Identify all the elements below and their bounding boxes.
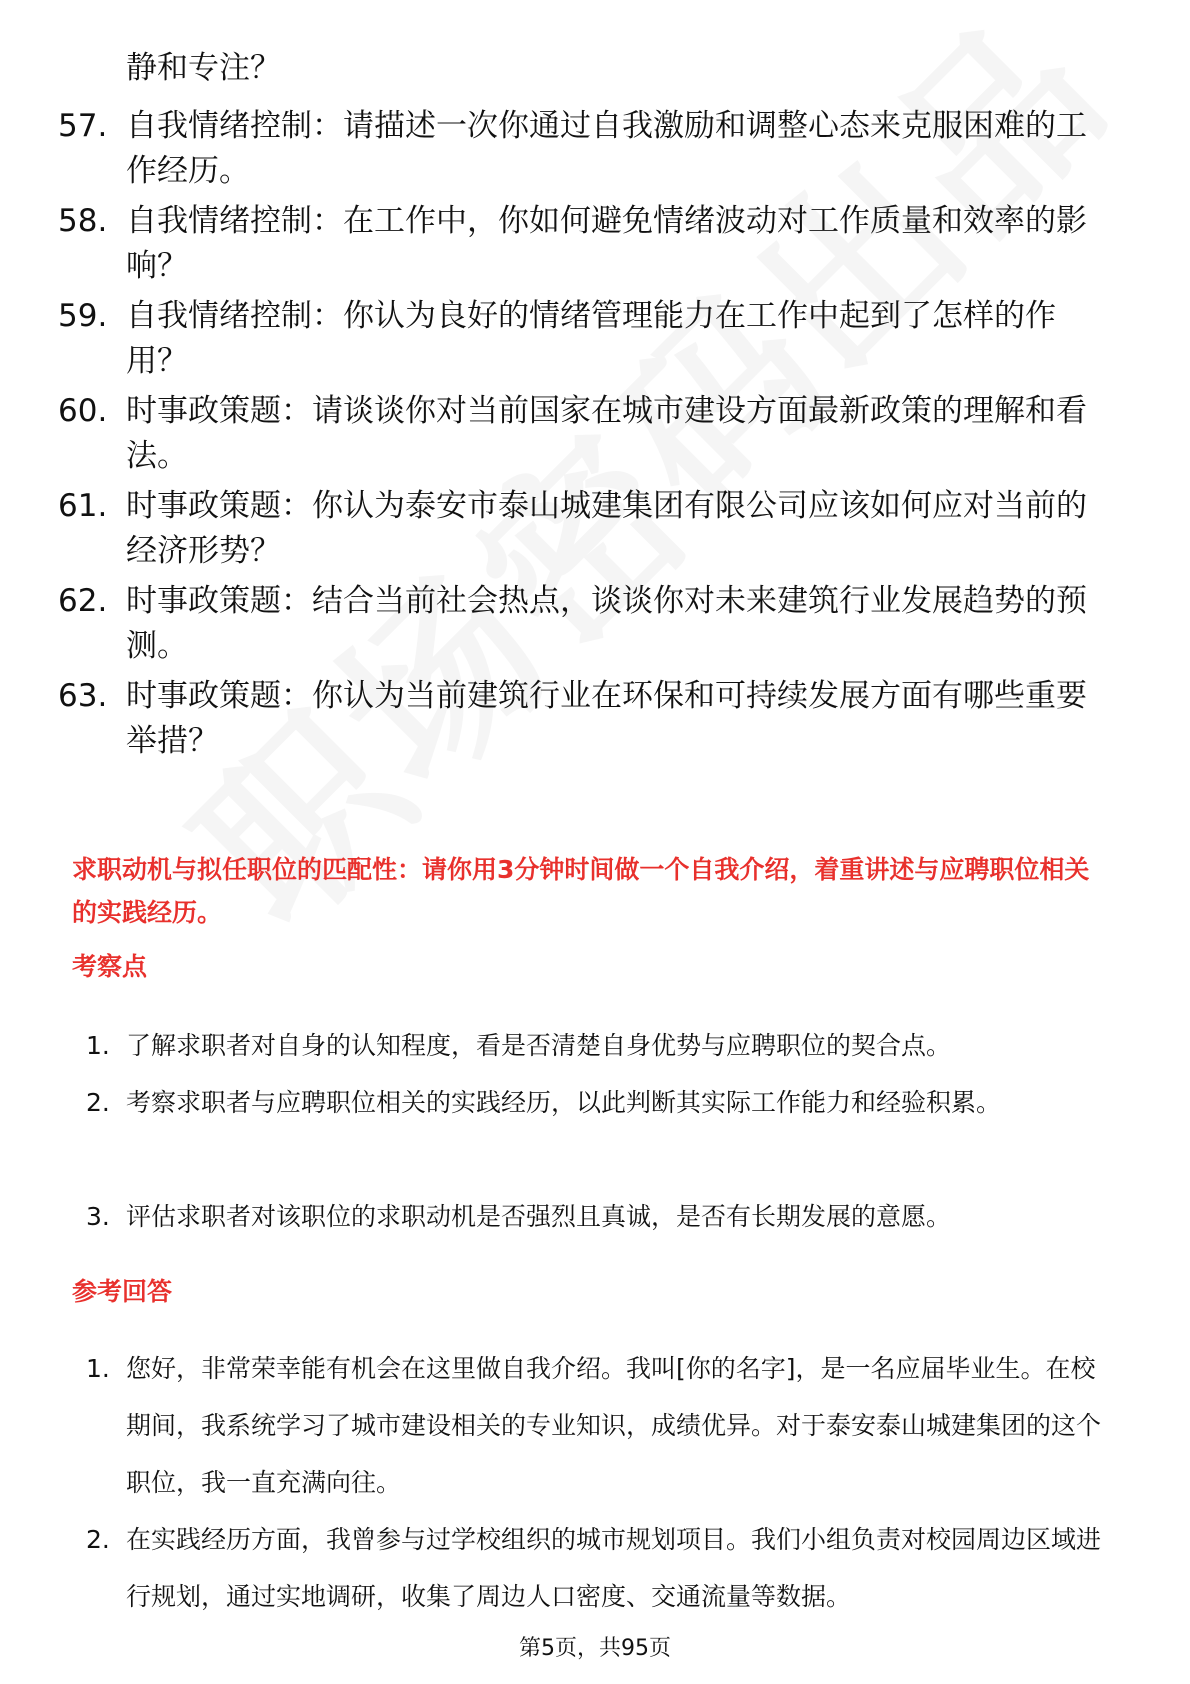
question-number: 57. [58,108,108,144]
question-text: 自我情绪控制：在工作中，你如何避免情绪波动对工作质量和效率的影响？ [126,203,1087,284]
item-number: 2. [86,1525,110,1554]
page-footer: 第5页，共95页 [519,1636,671,1661]
question-number: 58. [58,203,108,239]
question-number: 59. [58,298,108,334]
item-text: 了解求职者对自身的认知程度，看是否清楚自身优势与应聘职位的契合点。 [126,1031,952,1060]
item-text: 在实践经历方面，我曾参与过学校组织的城市规划项目。我们小组负责对校园周边区域进行规划，通过实地调研，收集了周边人口密度、交通流量等数据。 [126,1525,1102,1611]
section-title-kaochadian: 考察点 [72,952,148,981]
item-text: 评估求职者对该职位的求职动机是否强烈且真诚，是否有长期发展的意愿。 [126,1202,952,1231]
item-number: 1. [86,1354,110,1383]
question-text: 时事政策题：你认为当前建筑行业在环保和可持续发展方面有哪些重要举措？ [126,678,1087,759]
question-number: 61. [58,488,108,524]
item-text: 考察求职者与应聘职位相关的实践经历，以此判断其实际工作能力和经验积累。 [126,1088,1002,1117]
question-number: 62. [58,583,108,619]
question-text: 自我情绪控制：你认为良好的情绪管理能力在工作中起到了怎样的作用？ [126,298,1056,379]
question-text: 自我情绪控制：请描述一次你通过自我激励和调整心态来克服困难的工作经历。 [126,108,1087,189]
red-question-heading: 求职动机与拟任职位的匹配性：请你用3分钟时间做一个自我介绍，着重讲述与应聘职位相关的实践经历。 [72,855,1090,927]
item-number: 1. [86,1031,110,1060]
question-number: 60. [58,393,108,429]
question-text: 时事政策题：结合当前社会热点，谈谈你对未来建筑行业发展趋势的预测。 [126,583,1087,664]
item-number: 2. [86,1088,110,1117]
item-text: 您好，非常荣幸能有机会在这里做自我介绍。我叫[你的名字]，是一名应届毕业生。在校期间，我系统学习了城市建设相关的专业知识，成绩优异。对于泰安泰山城建集团的这个职位，我一直充满向往。 [126,1354,1102,1497]
question-continuation: 静和专注？ [126,50,281,86]
question-text: 时事政策题：你认为泰安市泰山城建集团有限公司应该如何应对当前的经济形势？ [126,488,1087,569]
question-text: 时事政策题：请谈谈你对当前国家在城市建设方面最新政策的理解和看法。 [126,393,1087,474]
question-number: 63. [58,678,108,714]
item-number: 3. [86,1202,110,1231]
section-title-cankao: 参考回答 [72,1277,173,1306]
